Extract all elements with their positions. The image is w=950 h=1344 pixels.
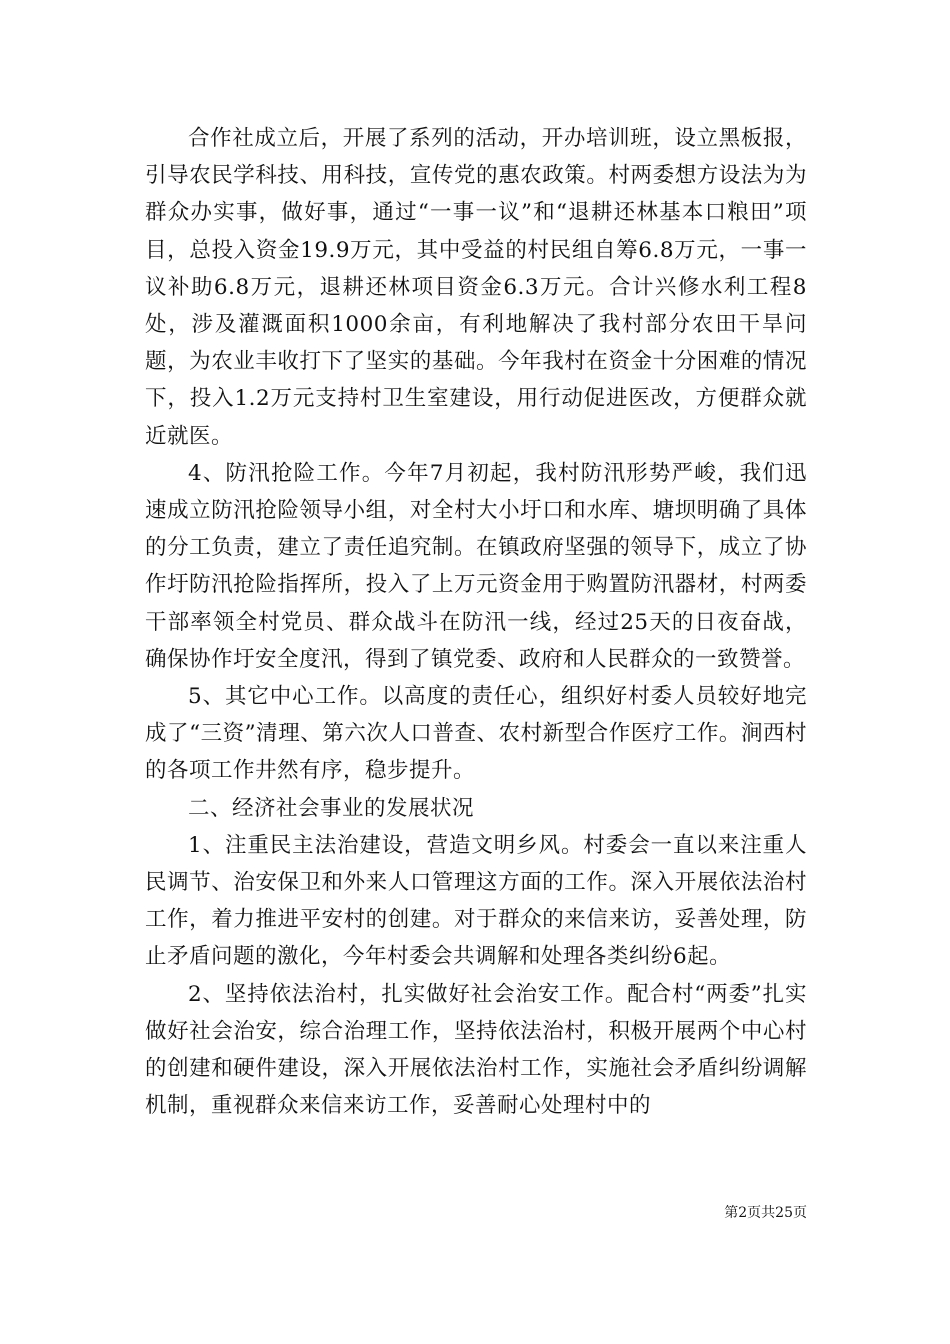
paragraph-public-security: 2、坚持依法治村，扎实做好社会治安工作。配合村“两委”扎实做好社会治安，综合治理工作，坚持依法治村，积极开展两个中心村的创建和硬件建设，深入开展依法治村工作，实施社会矛盾纠纷调解机制，重视群众来信来访工作，妥善耐心处理村中的 bbox=[145, 981, 807, 1119]
paragraph-cooperative: 合作社成立后，开展了系列的活动，开办培训班，设立黑板报，引导农民学科技、用科技，宣传党的惠农政策。村两委想方设法为为群众办实事，做好事，通过“一事一议”和“退耕还林基本口粮田”项目，总投入资金19.9万元，其中受益的村民组自筹6.8万元，一事一议补助6.8万元，退耕还林项目资金6.3万元。合计兴修水利工程8处，涉及灌溉面积1000余亩，有利地解决了我村部分农田干旱问题，为农业丰收打下了坚实的基础。今年我村在资金十分困难的情况下，投入1.2万元支持村卫生室建设，用行动促进医改，方便群众就近就医。 bbox=[145, 126, 807, 449]
section-heading-development: 二、经济社会事业的发展状况 bbox=[188, 795, 475, 821]
paragraph-other-work: 5、其它中心工作。以高度的责任心，组织好村委人员较好地完成了“三资”清理、第六次人口普查、农村新型合作医疗工作。涧西村的各项工作井然有序，稳步提升。 bbox=[145, 684, 807, 784]
paragraph-rule-of-law: 1、注重民主法治建设，营造文明乡风。村委会一直以来注重人民调节、治安保卫和外来人口管理这方面的工作。深入开展依法治村工作，着力推进平安村的创建。对于群众的来信来访，妥善处理，防止矛盾问题的激化，今年村委会共调解和处理各类纠纷6起。 bbox=[145, 832, 807, 970]
document-body bbox=[145, 120, 807, 1124]
page-number-footer: 第2页共25页 bbox=[724, 1205, 807, 1221]
paragraph-flood-control: 4、防汛抢险工作。今年7月初起，我村防汛形势严峻，我们迅速成立防汛抢险领导小组，对全村大小圩口和水库、塘坝明确了具体的分工负责，建立了责任追究制。在镇政府坚强的领导下，成立了协作圩防汛抢险指挥所，投入了上万元资金用于购置防汛器材，村两委干部率领全村党员、群众战斗在防汛一线，经过25天的日夜奋战，确保协作圩安全度汛，得到了镇党委、政府和人民群众的一致赞誉。 bbox=[145, 460, 807, 672]
